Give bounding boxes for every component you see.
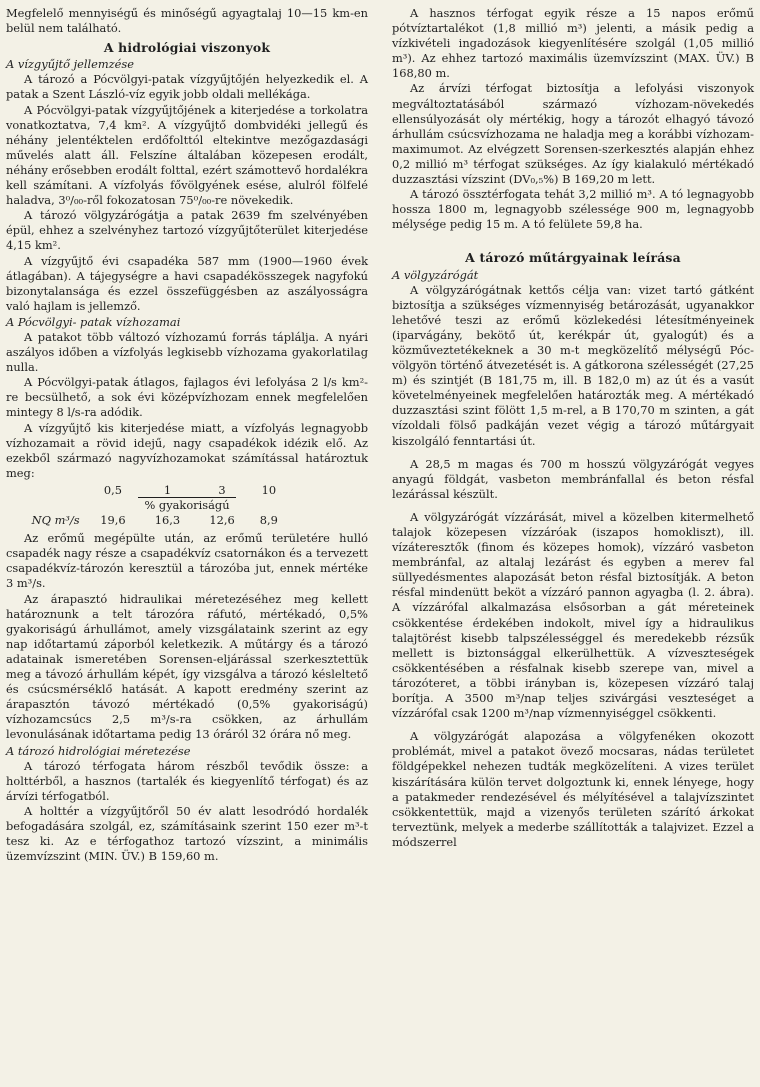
paragraph: A völgyzárógátnak kettős célja van: vizet tartó gátként biztosítja a szükséges vízmennyiség betározását, ugyanakkor lehetővé teszi az erőmű közlekedési létesítményeinek (iparvágány, bekötő út, kerékpár út, gyalogút) és a közműveztetékeknek a 30 m-t megközelítő mélységű Póc-völgyön történő átvezetését is. A gátkorona szélességét (27,25 m) és szintjét (B 181,75 m, ill. B 182,0 m) az út és a vasút követelményeinek megfelelően határozták meg. A mértékadó duzzasztási szint fölött 1,5 m-rel, a B 170,70 m szinten, a gát vízoldali fölső padkáján vezet végig a tározó műtárgyait kiszolgáló fenntartási út.	[392, 282, 754, 448]
paragraph: A völgyzárógát vízzárását, mivel a közelben kitermelhető talajok közepesen vízzáróak (iszapos homokliszt), ill. vízáteresztők (finom és közepes homok), vízzáró vasbeton membránfal, az altalaj lezárást és egyben a merev fal süllyedésmentes alapozását beton résfal biztosítják. A beton résfal mindenütt beköt a vízzáró pannon agyagba (l. 2. ábra). A vízzárófal alkalmazása elsősorban a gát méreteinek csökkentése érdekében indokolt, mivel így a hidraulikus talajtörést kisebb talpszélességgel és meredekebb rézsűk mellett is biztonsággal elkerülhettük. A vízveszteségek csökkentésében a résfalnak kisebb szerepe van, mivel a tározóteret, a többi irányban is, közepesen vízzáró talaj borítja. A 3500 m³/nap teljes szivárgási veszteséget a vízzárófal csak 1200 m³/nap vízmennyiséggel csökkenti.	[392, 509, 754, 721]
table-cell: 1	[163, 482, 172, 497]
paragraph: Az erőmű megépülte után, az erőmű területére hulló csapadék nagy része a csapadékvíz csatornákon és a tervezett csapadékvíz-tározón keresztül a tározóba jut, ennek mértéke 3 m³/s.	[6, 531, 368, 591]
paragraph: Az árapasztó hidraulikai méretezéséhez meg kellett határoznunk a telt tározóra ráfutó, mértékadó, 0,5% gyakoriságú árhullámot, amely vizsgálataink szerint az egy nap időtartamú záporból keletkezik. A műtárgy és a tározó adatainak ismeretében Sorensen-eljárással szerkesztettük meg a távozó árhullám képét, így vizsgálva a tározó késleltető és csúcsmérséklő hatását. A kapott eredmény szerint az árapasztón távozó mértékadó (0,5% gyakoriságú) vízhozamcsúcs 2,5 m³/s-ra csökken, az árhullám levonulásának időtartama pedig 13 óráról 32 órára nő meg.	[6, 591, 368, 742]
subheading-flow: A Pócvölgyi- patak vízhozamai	[6, 314, 181, 329]
nq-label: NQ m³/s	[31, 513, 80, 528]
paragraph: A tározó völgyzárógátja a patak 2639 fm szelvényében épül, ehhez a szelvényhez tartozó vízgyűjtőterület kiterjedése 4,15 km².	[6, 208, 368, 253]
table-cell: 19,6	[100, 513, 126, 528]
table-cell: 12,6	[209, 513, 235, 528]
paragraph: Az árvízi térfogat biztosítja a lefolyási viszonyok megváltoztatásából származó vízhozam-növekedés ellensúlyozását oly mértékig, hogy a tározót elhagyó távozó árhullám csúcsvízhozama ne haladja meg a korábbi vízhozam-maximumot. Az elvégzett Sorensen-szerkesztés alapján ehhez 0,2 millió m³ térfogat szükséges. Az így kialakuló mértékadó duzzasztási vízszint (DV₀,₅%) B 169,20 m lett.	[392, 81, 754, 187]
percent-label: % gyakoriságú	[138, 497, 235, 512]
section-heading-hydrology: A hidrológiai viszonyok	[103, 40, 271, 56]
table-cell: 3	[218, 482, 226, 497]
paragraph: A patakot több változó vízhozamú forrás táplálja. A nyári aszályos időben a vízfolyás legkisebb vízhozama gyakorlatilag nulla.	[6, 329, 368, 375]
table-row-percent-label	[6, 498, 368, 513]
paragraph: A hasznos térfogat egyik része a 15 napos erőmű pótvíztartalékot (1,8 millió m³) jelenti, a másik pedig a vízkivételi ingadozások kiegyenlítésére szolgál (1,05 millió m³). Az ehhez tartozó maximális üzemvízszint (MAX. ÜV.) B 168,80 m.	[392, 6, 754, 81]
section-heading-structures: A tározó műtárgyainak leírása	[465, 250, 681, 266]
subheading-dam: A völgyzárógát	[392, 267, 479, 282]
subheading-sizing: A tározó hidrológiai méretezése	[6, 743, 191, 758]
paragraph: A holttér a vízgyűjtőről 50 év alatt lesodródó hordalék befogadására szolgál, ez, számításaink szerint 150 ezer m³-t tesz ki. Az e térfogathoz tartozó vízszint, a minimális üzemvízszint (MIN. ÜV.) B 159,60 m.	[6, 803, 368, 864]
table-cell: 16,3	[154, 513, 181, 528]
left-column	[6, 6, 368, 864]
paragraph: A 28,5 m magas és 700 m hosszú völgyzárógát vegyes anyagú földgát, vasbeton membránfallal és beton résfal lezárással készült.	[392, 456, 754, 501]
paragraph: A tározó a Pócvölgyi-patak vízgyűjtőjén helyezkedik el. A patak a Szent László-víz egyik jobb oldali mellékága.	[6, 72, 368, 102]
table-cell: 8,9	[259, 513, 278, 528]
paragraph: A vízgyűjtő kis kiterjedése miatt, a vízfolyás legnagyobb vízhozamait a rövid idejű, nagy csapadékok idézik elő. Az ezekből származó nagyvízhozamokat számítással határoztuk meg:	[6, 420, 368, 480]
paragraph: A Pócvölgyi-patak vízgyűjtőjének a kiterjedése a torkolatra vonatkoztatva, 7,4 km². A vízgyűjtő dombvidéki jellegű és néhány jelentéktelen erdőfolttól eltekintve mezőgazdasági művelés alatt áll. Felszíne általában közepesen erodált, néhány erősebben erodált folttal, ezért számottevő hordalékra kell számítani. A vízfolyás fővölgyének esése, alulról fölfelé haladva, 3⁰/₀₀-ről fokozatosan 75⁰/₀₀-re növekedik.	[6, 102, 368, 208]
subheading-catchment: A vízgyűjtő jellemzése	[6, 57, 135, 72]
paragraph: A Pócvölgyi-patak átlagos, fajlagos évi lefolyása 2 l/s km²-re becsülhető, a sok évi középvízhozam ennek megfelelően mintegy 8 l/s-ra adódik.	[6, 375, 368, 420]
table-row-frequency	[6, 483, 368, 498]
paragraph: A tározó térfogata három részből tevődik össze: a holttérből, a hasznos (tartalék és kiegyenlítő térfogat) és az árvízi térfogatból.	[6, 758, 368, 803]
intro-paragraph: Megfelelő mennyiségű és minőségű agyagtalaj 10—15 km-en belül nem található.	[6, 6, 368, 36]
table-row-nq	[6, 513, 368, 528]
paragraph: A vízgyűjtő évi csapadéka 587 mm (1900—1960 évek átlagában). A tájegységre a havi csapadékösszegek nagyfokú bizonytalansága és ezzel összefüggésben az aszályosságra való hajlam is jellemző.	[6, 253, 368, 313]
table-cell: 0,5	[103, 482, 122, 497]
flood-flow-table	[6, 483, 368, 528]
paragraph: A völgyzárógát alapozása a völgyfenéken okozott problémát, mivel a patakot övező mocsaras, nádas területet földgépekkel nehezen tudták megközelíteni. A vizes terület kiszárítására külön tervet dolgoztunk ki, ennek lényege, hogy a patakmeder rendezésével és mélyítésével a talajvízszintet csökkentettük, majd a vizenyős területen szárító árkokat terveztünk, melyek a mederbe szállították a talajvizet. Ezzel a módszerrel	[392, 729, 754, 849]
table-cell: 10	[261, 482, 277, 497]
right-column	[392, 6, 754, 850]
paragraph: A tározó össztérfogata tehát 3,2 millió m³. A tó legnagyobb hossza 1800 m, legnagyobb szélessége 900 m, legnagyobb mélysége pedig 15 m. A tó felülete 59,8 ha.	[392, 187, 754, 232]
